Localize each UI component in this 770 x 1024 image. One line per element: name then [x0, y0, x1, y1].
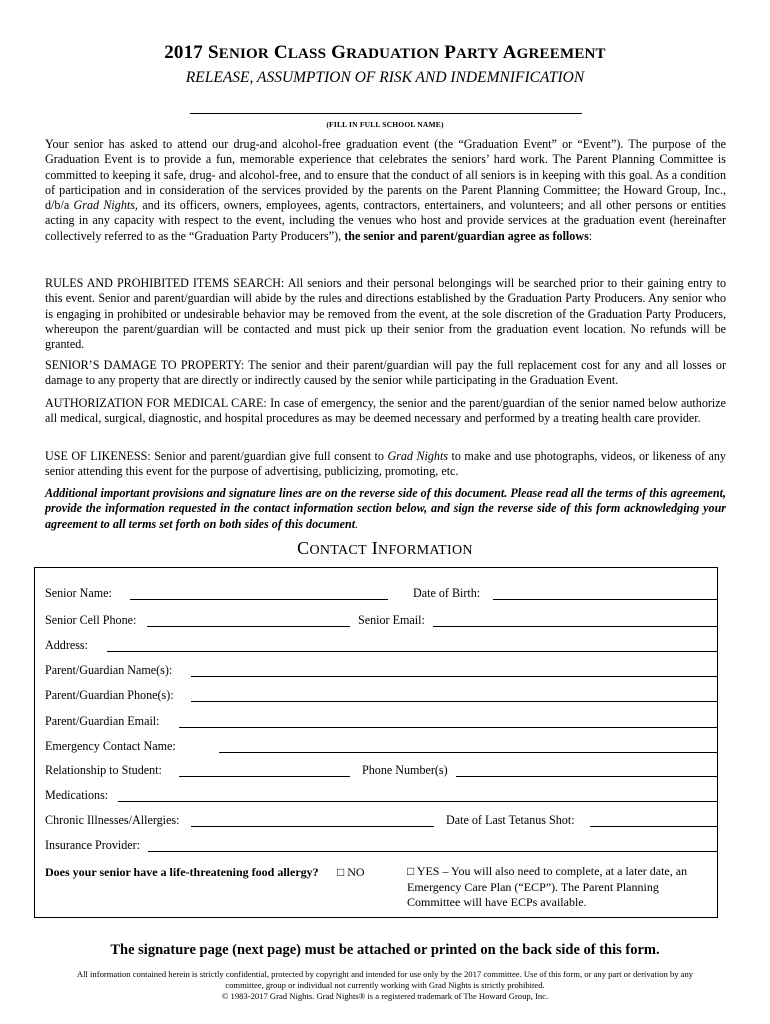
dob-label: Date of Birth: — [413, 586, 481, 600]
senior-email-field[interactable] — [433, 626, 717, 627]
footer-confidential: All information contained herein is strictly confidential, protected by copyright and intended for use only by the 2017 committee. Use of this form, or any part or derivation by any committee, group or individual not currently working with Grad Nights is strictly prohibited. — [76, 969, 694, 991]
pg-names-field[interactable] — [191, 676, 717, 677]
chronic-illnesses-label: Chronic Illnesses/Allergies: — [45, 813, 180, 827]
document-subtitle: RELEASE, ASSUMPTION OF RISK AND INDEMNIFICATION — [185, 69, 585, 86]
pg-names-label: Parent/Guardian Name(s): — [45, 663, 173, 677]
pg-phones-field[interactable] — [191, 701, 717, 702]
address-label: Address: — [45, 638, 88, 652]
food-allergy-question: Does your senior have a life-threatening food allergy? — [45, 865, 319, 879]
insurance-label: Insurance Provider: — [45, 838, 141, 852]
document-title — [0, 42, 770, 64]
senior-cell-label: Senior Cell Phone: — [45, 613, 137, 627]
title-year: 2017 — [164, 42, 204, 63]
tetanus-field[interactable] — [590, 826, 717, 827]
title-word: GRADUATION — [331, 42, 440, 63]
title-word: SENIOR — [207, 42, 269, 63]
relationship-field[interactable] — [179, 776, 350, 777]
title-word: PARTY — [444, 42, 499, 63]
school-name-note: (FILL IN FULL SCHOOL NAME) — [326, 120, 444, 129]
tetanus-label: Date of Last Tetanus Shot: — [446, 813, 575, 827]
pg-email-field[interactable] — [179, 727, 717, 728]
allergy-no-option[interactable]: □ NO — [337, 865, 365, 879]
damage-paragraph: SENIOR’S DAMAGE TO PROPERTY: The senior and their parent/guardian will pay the full replacement cost for any and all losses or damage to any property that are directly or indirectly caused by the senior while participating in the Graduation Event. — [45, 358, 726, 388]
emergency-contact-label: Emergency Contact Name: — [45, 739, 176, 753]
pg-email-label: Parent/Guardian Email: — [45, 714, 160, 728]
address-field[interactable] — [107, 651, 717, 652]
rules-search-paragraph: RULES AND PROHIBITED ITEMS SEARCH: All seniors and their personal belongings will be searched prior to their gaining entry to this event. Senior and parent/guardian will abide by the rules and directions established by the Graduation Party Producers. Any senior who is engaging in prohibited or undesirable behavior may be removed from the event, at the sole discretion of the Graduation Party Producers, whereupon the parent/guardian will be contacted and must pick up their senior from the graduation event location. No refunds will be granted. — [45, 276, 726, 352]
senior-email-label: Senior Email: — [358, 613, 425, 627]
phone-numbers-label: Phone Number(s) — [362, 763, 448, 777]
checkbox-icon[interactable]: □ — [337, 865, 345, 879]
chronic-illnesses-field[interactable] — [191, 826, 434, 827]
school-name-line[interactable] — [190, 113, 582, 114]
senior-cell-field[interactable] — [147, 626, 350, 627]
emergency-contact-field[interactable] — [219, 752, 717, 753]
footer-disclaimer — [60, 969, 710, 1003]
insurance-field[interactable] — [148, 851, 717, 852]
senior-name-field[interactable] — [130, 599, 388, 600]
senior-name-label: Senior Name: — [45, 586, 112, 600]
pg-phones-label: Parent/Guardian Phone(s): — [45, 688, 174, 702]
additional-provisions-paragraph: Additional important provisions and signature lines are on the reverse side of this document. Please read all the terms of this agreement, provide the information requested in the contact information section below, and sign the reverse side of this form acknowledging your agreement to all terms set forth on both sides of this document. — [45, 486, 726, 531]
relationship-label: Relationship to Student: — [45, 763, 162, 777]
intro-paragraph: Your senior has asked to attend our drug-and alcohol-free graduation event (the “Graduation Event” or “Event”). The purpose of the Graduation Event is to provide a fun, memorable experience that celebrates the seniors’ hard work. The Parent Planning Committee is committed to keeping it safe, drug- and alcohol-free, and to ensure that the conduct of all seniors is in keeping with this goal. As a condition of participation and in consideration of the services provided by the parents on the Parent Planning Committee; the Howard Group, Inc., d/b/a Grad Nights, and its officers, owners, employees, agents, contractors, entertainers, and volunteers; and all other persons or entities acting in any capacity with respect to the event, including the venues who host and provide services at the graduation event (hereinafter collectively referred to as the “Graduation Party Producers”), the senior and parent/guardian agree as follows: — [45, 137, 726, 243]
signature-page-note: The signature page (next page) must be attached or printed on the back side of this form. — [110, 942, 660, 958]
medications-field[interactable] — [118, 801, 717, 802]
title-word: AGREEMENT — [502, 42, 606, 63]
footer-copyright: © 1983-2017 Grad Nights. Grad Nights® is a registered trademark of The Howard Group, Inc. — [221, 991, 549, 1002]
checkbox-icon[interactable]: □ — [407, 864, 415, 878]
title-word: CLASS — [273, 42, 327, 63]
phone-numbers-field[interactable] — [456, 776, 717, 777]
medications-label: Medications: — [45, 788, 109, 802]
allergy-yes-option[interactable]: □ YES – You will also need to complete, at a later date, an Emergency Care Plan (“ECP”). The Parent Planning Committee will have ECPs available. — [407, 864, 688, 909]
medical-care-paragraph: AUTHORIZATION FOR MEDICAL CARE: In case of emergency, the senior and the parent/guardian of the senior named below authorize all medical, surgical, diagnostic, and hospital procedures as may be deemed necessary and performed by a treating health care provider. — [45, 396, 726, 426]
dob-field[interactable] — [493, 599, 717, 600]
likeness-paragraph: USE OF LIKENESS: Senior and parent/guardian give full consent to Grad Nights to make and use photographs, videos, or likeness of any senior attending this event for the purpose of advertising, publicizing, promoting, etc. — [45, 449, 726, 479]
contact-info-heading: CONTACT INFORMATION — [297, 538, 473, 558]
